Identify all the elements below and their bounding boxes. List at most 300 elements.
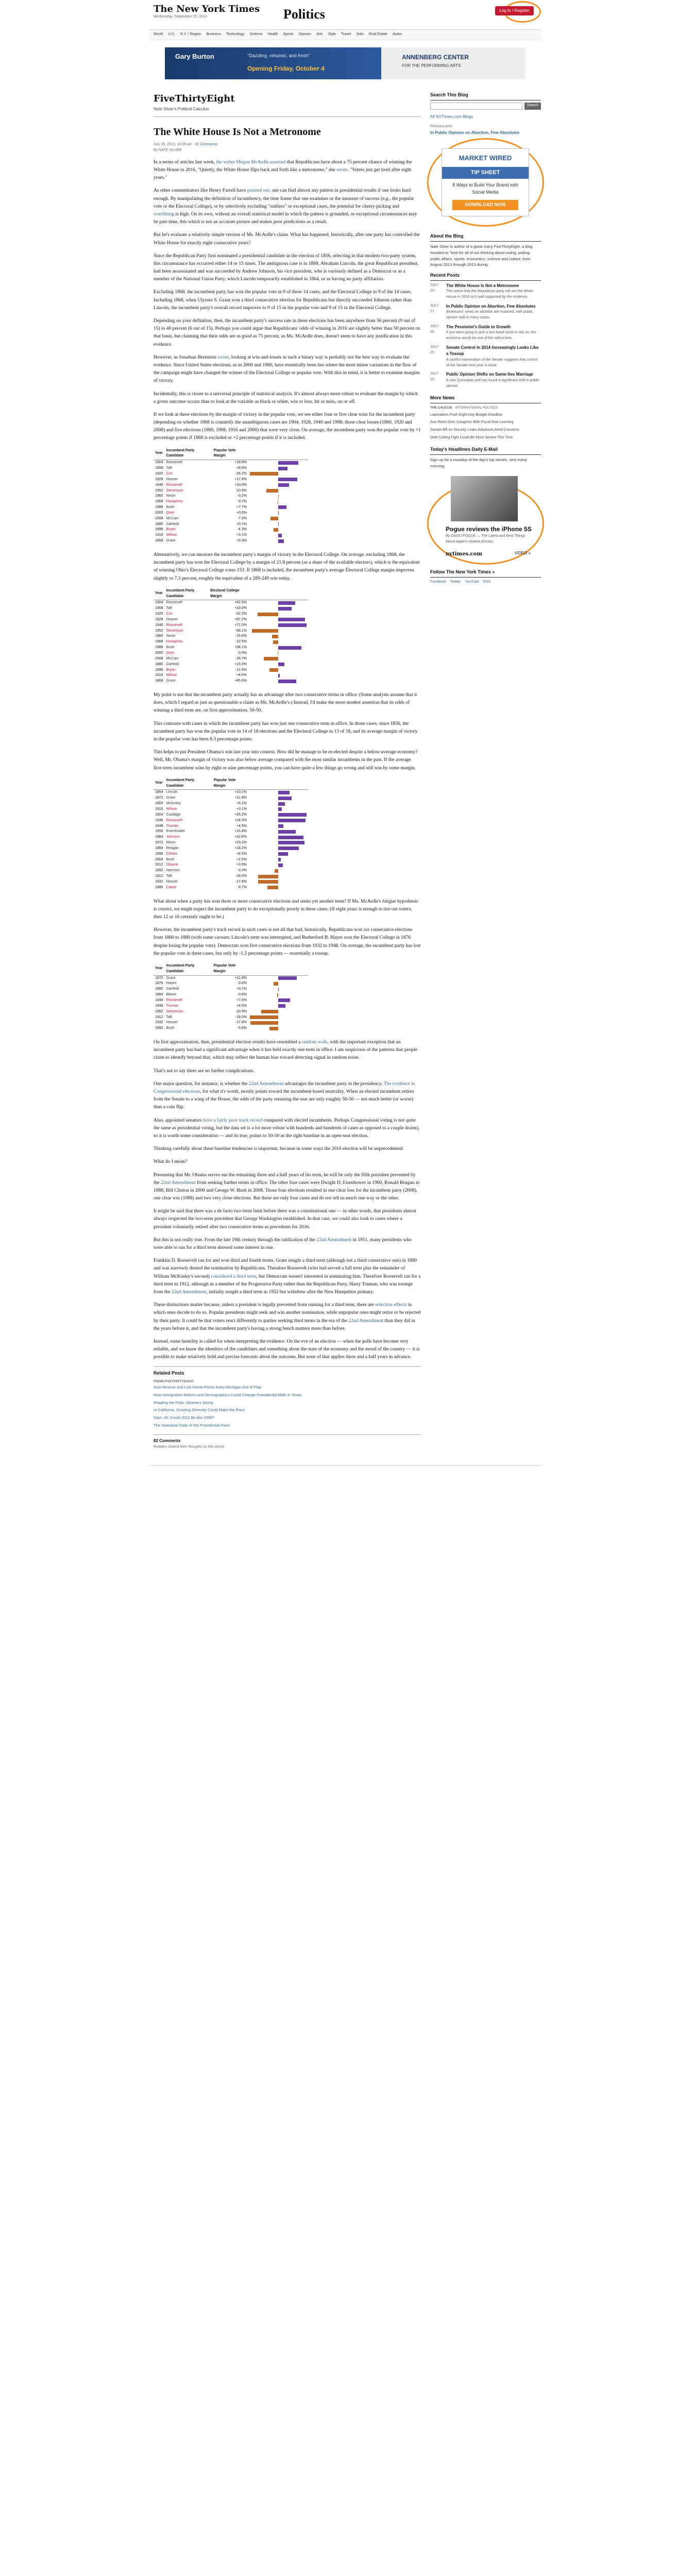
- table-cell-bar: [248, 477, 308, 483]
- table-row: [154, 533, 308, 538]
- table-cell-candidate: Harrison: [166, 869, 180, 873]
- table-header-bar: [248, 777, 308, 790]
- table-header-bar: [248, 588, 308, 600]
- inline-link-appointed[interactable]: have a fairly poor track record: [203, 1117, 263, 1123]
- table-cell-margin: -7.3%: [237, 516, 247, 520]
- table-cell-candidate: Bryan: [166, 668, 176, 672]
- daily-email-sub: Sign up for a roundup of the day's top stories, sent every morning.: [430, 457, 527, 468]
- banner-venue-sub: FOR THE PERFORMING ARTS: [402, 63, 461, 68]
- nav-item[interactable]: Technology: [226, 32, 245, 36]
- inline-link-congress[interactable]: The evidence in Congressional elections: [154, 1081, 415, 1094]
- article-paragraph: Incidentally, this is closer to a universal principle of statistical analysis. It's almost always more robust to evaluate the margin by which a given outcome occurs than to look at the variable as black or white, win or loss, hit or miss, on or off.: [154, 391, 418, 404]
- margin-bar: [278, 674, 280, 677]
- article-paragraph: If we look at these elections by the margin of victory in the popular vote, we see either four or five clear wins for the incumbent party (depending on whether 1868 is counted): the unambiguous cases are 1904, 1928, 1940 and 1988; those clear losses (1860, 1920 and 2008) and five elections (1880, 1908, 1916 and 2000) that were very close. On average, the incumbent party won the popular vote by +1 percentage points if 1868 is excluded or +2 percentage points if it is included.: [154, 412, 421, 441]
- bar-track: [250, 601, 307, 605]
- table-cell-candidate: Clinton: [166, 852, 178, 856]
- margin-bar: [267, 886, 278, 889]
- bar-track: [250, 791, 307, 795]
- bar-track: [250, 1004, 307, 1008]
- table-cell-margin: -66.1%: [235, 629, 247, 633]
- bar-track: [250, 813, 307, 817]
- table-header-cell: Electoral College Margin: [209, 588, 248, 600]
- article-paragraph: However, the incumbent party's track record in such cases is not all that bad, historically. Republicans won six consecutive elections from 1860 to 1880 (with some caveats: Lincoln's term was interrupted, and Rutherford B. Hayes won the Electoral College in 1876 despite losing the popular vote). Democrats won five consecutive elections from 1932 to 1948. On average, the incumbent party has lost the popular vote in these cases, but only by -1.5 percentage points — essentially a tossup.: [154, 927, 421, 956]
- table-cell-candidate: Truman: [166, 824, 179, 828]
- table-row: [154, 606, 308, 612]
- nav-item[interactable]: Health: [267, 32, 278, 36]
- related-link[interactable]: How Immigration Reform and Demographics Could Change Presidential Math in Texas: [154, 1393, 302, 1398]
- table-cell-bar: [248, 1020, 308, 1026]
- recent-post-title[interactable]: The White House Is Not a Metronome: [446, 283, 519, 288]
- table-row: [154, 829, 308, 835]
- table-cell-bar: [248, 835, 308, 840]
- table-row: [154, 656, 308, 662]
- table-cell-bar: [248, 1015, 308, 1021]
- table-cell-candidate: Garfield: [166, 662, 179, 666]
- table-cell-year: 1992: [155, 1026, 163, 1030]
- recent-post-body: [446, 283, 541, 300]
- social-link-facebook[interactable]: Facebook: [430, 580, 446, 584]
- social-link-rss[interactable]: RSS: [483, 580, 491, 584]
- post-date: July 29, 2013, 10:09 am: [154, 143, 192, 147]
- comments-count[interactable]: 82 Comments: [154, 1438, 181, 1444]
- table-cell-candidate: Stevenson: [166, 1009, 183, 1013]
- table-row: [154, 885, 308, 891]
- table-cell-margin: -26.2%: [235, 472, 247, 476]
- recent-post-date: JULY 29: [430, 283, 439, 293]
- bar-track: [250, 993, 307, 997]
- margin-bar: [278, 534, 282, 537]
- nav-item[interactable]: Opinion: [298, 32, 311, 36]
- inline-link-overfitting[interactable]: overfitting: [154, 211, 175, 217]
- inline-link-random_walk[interactable]: random walk: [301, 1040, 328, 1045]
- table-cell-bar: [248, 634, 308, 639]
- bar-track: [250, 802, 307, 806]
- margin-bar: [261, 1010, 278, 1013]
- bar-track: [250, 528, 307, 532]
- news-item[interactable]: Debt Ceiling Fight Could Be More Severe This Time: [430, 436, 513, 440]
- table-cell-candidate: Eisenhower: [166, 829, 185, 834]
- video-link[interactable]: VIDEO »: [514, 551, 531, 556]
- table-cell-bar: [248, 606, 308, 612]
- table-row: [154, 857, 308, 863]
- table-cell-year: 1924: [155, 812, 163, 817]
- video-meta: By DAVID POGUE — The Latest and Best Things About Apple's newest phones.: [446, 534, 526, 544]
- margin-bar: [278, 646, 301, 650]
- table-cell-candidate: Stevenson: [166, 629, 183, 633]
- nav-item[interactable]: World: [154, 32, 163, 36]
- sidebar-ad[interactable]: [430, 141, 541, 224]
- all-blogs-link[interactable]: All NYTimes.com Blogs: [430, 114, 473, 119]
- table-cell-margin: +4.5%: [236, 1004, 247, 1008]
- table-row: [154, 795, 308, 801]
- table-row: [154, 511, 308, 516]
- bar-track: [250, 478, 307, 482]
- margin-bar: [278, 791, 290, 794]
- inline-link-selection[interactable]: selection effects: [375, 1302, 407, 1308]
- table-row: [154, 862, 308, 868]
- related-list: [154, 1379, 421, 1428]
- table-cell-margin: +7.5%: [236, 998, 247, 1002]
- table-cell-candidate: Roosevelt: [166, 818, 182, 822]
- bar-track: [250, 824, 307, 828]
- banner-cta[interactable]: Opening Friday, October 4: [247, 64, 325, 72]
- inline-link-amendment[interactable]: 22nd Amendment: [316, 1237, 352, 1243]
- table-cell-margin: +5.3%: [236, 539, 247, 543]
- inline-link-bernstein[interactable]: wrote: [217, 354, 229, 360]
- table-row: [154, 981, 308, 987]
- recent-post-title[interactable]: The Pessimist's Guide to Growth: [446, 324, 511, 329]
- recent-post-date: JULY 19: [430, 372, 439, 382]
- related-posts: [154, 1366, 421, 1428]
- table-cell-margin: +15.0%: [234, 662, 247, 666]
- ad-download-button[interactable]: DOWNLOAD NOW: [452, 200, 518, 210]
- bar-track: [250, 807, 307, 811]
- news-item[interactable]: Lawmakers Push Eight-Day Budget Deadline: [430, 413, 503, 417]
- article-paragraph: Franklin D. Roosevelt ran for and won third and fourth terms. Grant sought a third term (although not a third consecutive one) in 1880 and was narrowly denied the nomination by Republicans. Theodore Roosevelt (who had served a full term plus the remainder of William McKinley's second) considered a third term, but Democrats weren't interested in nominating him. Therefore Roosevelt ran for a third term in 1912, although as a member of the Progressive Party rather than the Republican Party. Harry Truman, who was exempt from the 22nd Amendment, initially sought a third term in 1952 but withdrew after the New Hampshire primary.: [154, 1258, 421, 1295]
- table-row: [154, 505, 308, 511]
- search-input[interactable]: [430, 103, 522, 110]
- video-brand: nytimes.com: [446, 551, 482, 557]
- table-row: [154, 998, 308, 1004]
- news-item[interactable]: Senate Bill on Security Leaks Advances Amid Concerns: [430, 428, 519, 432]
- table-cell-bar: [248, 494, 308, 499]
- post-title: The White House Is Not a Metronome: [154, 126, 321, 138]
- table-row: [154, 852, 308, 857]
- bar-track: [250, 668, 307, 672]
- table-row: [154, 846, 308, 852]
- table-cell-candidate: Hayes: [166, 981, 177, 986]
- margin-bar: [278, 813, 307, 817]
- margin-bar: [278, 796, 292, 800]
- article-paragraph: Alternatively, we can measure the incumbent party's margin of victory in the Electoral College. On average, excluding 1868, the incumbent party has won the Electoral College by a margin of 21.8 percent (as a share of the available electors), which is the equivalent of winning Ohio's Electoral College votes 153. If 1868 is included, the incumbent party's average Electoral College margin improves slightly to 7.3 percent, roughly the equivalent of a 289-249 win today.: [154, 552, 420, 581]
- nav-item[interactable]: Style: [328, 32, 336, 36]
- social-link-youtube[interactable]: YouTube: [465, 580, 479, 584]
- bar-track: [250, 623, 307, 628]
- article-paragraph: It might be said that there was a de facto two-term limit before there was a constitutional one — in other words, that presidents almost always respected the two-term precedent that George Washington established. In that case, we could also look to cases where a president voluntarily retired after two consecutive terms as precedents for 2016.: [154, 1209, 416, 1230]
- margin-bar: [275, 869, 278, 873]
- recent-post-desc: Americans' views on abortion are nuanced, with public opinion split in many cases.: [446, 310, 533, 320]
- bar-track: [250, 640, 307, 645]
- table-cell-year: 1920: [155, 612, 163, 616]
- table-cell-year: 1960: [155, 634, 163, 638]
- article-paragraph: Instead, some humility is called for when interpreting the evidence. On the eve of an election — when the polls have become very reliable, and we know the identities of the candidates and something about the state of the economy and the mood of the country — it is possible to make relatively bold and precise forecasts about the outcome. But none of that applies three and a half years in advance.: [154, 1338, 420, 1360]
- bar-track: [250, 505, 307, 510]
- social-link-twitter[interactable]: Twitter: [450, 580, 461, 584]
- table-cell-year: 1984: [155, 846, 163, 850]
- post-byline[interactable]: By NATE SILVER: [154, 148, 182, 152]
- table-row: [154, 668, 308, 673]
- table-cell-candidate: Stevenson: [166, 488, 183, 493]
- inline-link-mcardle[interactable]: the writer Megan McArdle asserted: [216, 159, 286, 165]
- bar-track: [250, 618, 307, 622]
- table-cell-bar: [248, 885, 308, 891]
- recent-post-item[interactable]: [430, 324, 541, 342]
- table-cell-candidate: Taft: [166, 466, 172, 470]
- nav-item[interactable]: Sports: [283, 32, 294, 36]
- table-cell-margin: +3.1%: [236, 533, 247, 537]
- news-item[interactable]: Sun Rises Over Congress With Fiscal Risk Looming: [430, 420, 514, 425]
- table-header-cell: Incumbent Party Candidate: [165, 963, 212, 975]
- table-cell-year: 1892: [155, 869, 163, 873]
- inline-link-farrell[interactable]: pointed out: [247, 188, 269, 194]
- table-row: [154, 483, 308, 488]
- bar-track: [250, 483, 307, 487]
- inline-link-amendment[interactable]: 22nd Amendment: [248, 1081, 284, 1087]
- table-cell-bar: [248, 807, 308, 812]
- table-cell-year: 1872: [155, 976, 163, 980]
- table-cell-year: 1900: [155, 802, 163, 806]
- table-cell-year: 1920: [155, 472, 163, 476]
- margin-bar: [278, 461, 298, 465]
- follow-heading[interactable]: Follow The New York Times »: [430, 569, 541, 578]
- related-label: FROM FIVETHIRTYEIGHT: [154, 1380, 194, 1384]
- nav-item[interactable]: Jobs: [356, 32, 364, 36]
- table-cell-margin: +0.5%: [236, 511, 247, 515]
- post-comments-link[interactable]: 82 Comments: [195, 143, 218, 147]
- bar-track: [250, 836, 307, 840]
- login-button[interactable]: Log In / Register: [495, 6, 534, 15]
- margin-bar: [278, 830, 296, 834]
- table-row: [154, 1020, 308, 1026]
- bar-track: [250, 646, 307, 650]
- bar-track: [250, 841, 307, 845]
- table-cell-candidate: McCain: [166, 656, 179, 660]
- table-cell-candidate: Reagan: [166, 846, 179, 850]
- article-paragraph: Depending on your definition, then, the incumbent party's success rate in these elections has been anywhere from 56 percent (9 out of 15) to 40 percent (6 out of 15). Perhaps you could argue that Republicans' odds of winning in 2016 are slightly better than 50 percent on that basis, but claiming that their odds are as good as 75 percent, as Ms. McArdle does, doesn't seem to have any justification in this evidence.: [154, 318, 420, 347]
- article-paragraph: One major question, for instance, is whether the 22nd Amendment advantages the incumbent party in the presidency. The evidence in Congressional elections, for what it's worth, mostly points toward the incumbent-based neutrality. When an elected incumbent retires from the Senate to a wing of the House, the odds of the party retaining the seat are only roughly 50-50 — not much better (or worse) than a coin flip.: [154, 1081, 415, 1110]
- table-cell-bar: [248, 639, 308, 645]
- related-link[interactable]: Sept. 26: Could 2012 Be like 2008?: [154, 1415, 215, 1420]
- table-header-row: [154, 963, 308, 975]
- margin-bar: [278, 478, 297, 481]
- table-cell-margin: -52.2%: [235, 612, 247, 616]
- table-cell-candidate: McCain: [166, 516, 179, 520]
- table-cell-year: 1868: [155, 539, 163, 543]
- recent-post-title[interactable]: Public Opinion Shifts on Same-Sex Marriage: [446, 372, 533, 377]
- bar-track: [250, 863, 307, 868]
- news-tab[interactable]: THE CAUCUS: [430, 405, 452, 410]
- related-link[interactable]: Reading the Polls: Obama's Slump: [154, 1400, 214, 1405]
- recent-post-desc: A careful examination of the Senate suggests that control of the Senate next year is close.: [446, 358, 538, 367]
- banner-name: Gary Burton: [175, 52, 214, 60]
- table-row: [154, 645, 308, 651]
- recent-post-body: [446, 303, 541, 321]
- recent-post-item[interactable]: [430, 283, 541, 300]
- related-link[interactable]: Auto Rescue and Low Home Prices Keep Michigan Out of Play: [154, 1385, 262, 1390]
- nav-item[interactable]: N.Y. / Region: [180, 32, 201, 36]
- related-heading: Related Posts: [154, 1370, 184, 1376]
- margin-bar: [278, 858, 281, 861]
- table-cell-candidate: McKinley: [166, 802, 181, 806]
- bar-track: [250, 467, 307, 471]
- table-cell-candidate: Roosevelt: [166, 461, 182, 465]
- table-row: [154, 623, 308, 629]
- article-body-3: [154, 691, 421, 772]
- recent-post-item[interactable]: [430, 345, 541, 368]
- banner-quote: "Dazzling, virtuosic, and fresh": [247, 53, 310, 58]
- recent-post-body: [446, 345, 541, 368]
- banner-ad[interactable]: [165, 47, 526, 79]
- table-two-term-popular: [154, 448, 308, 544]
- table-cell-year: 1940: [155, 483, 163, 487]
- table-cell-margin: -5.6%: [237, 1026, 247, 1030]
- table-cell-year: 1916: [155, 807, 163, 811]
- table-row: [154, 471, 308, 477]
- bar-track: [250, 511, 307, 515]
- nav-item[interactable]: U.S.: [168, 32, 175, 36]
- margin-bar: [258, 613, 278, 616]
- inline-link-amendment[interactable]: 22nd Amendment: [348, 1318, 384, 1324]
- recent-post-item[interactable]: [430, 371, 541, 389]
- table-cell-year: 1904: [155, 461, 163, 465]
- ad-desc: 8 Ways to Build Your Brand with Social Media: [452, 182, 518, 195]
- nav-item[interactable]: Travel: [341, 32, 351, 36]
- news-tab[interactable]: INTERNATIONAL POLITICS: [455, 405, 498, 410]
- table-row: [154, 790, 308, 795]
- ad-tip: TIP SHEET: [442, 167, 529, 179]
- recent-post-date: JULY 25: [430, 345, 439, 354]
- table-cell-candidate: Hoover: [166, 617, 178, 621]
- table-cell-margin: +24.3%: [234, 818, 247, 822]
- video-title[interactable]: Pogue reviews the iPhone 5S: [446, 526, 532, 533]
- margin-bar: [274, 982, 278, 986]
- table-cell-bar: [248, 662, 308, 668]
- table-row: [154, 840, 308, 846]
- table-cell-candidate: Wilson: [166, 673, 177, 677]
- table-cell-year: 1956: [155, 829, 163, 834]
- table-cell-year: 2008: [155, 656, 163, 660]
- table-cell-candidate: Bryan: [166, 528, 176, 532]
- table-cell-candidate: Bush: [166, 505, 175, 510]
- inline-link-bernstein[interactable]: wrote: [336, 167, 348, 173]
- news-tabs: [430, 405, 541, 411]
- article-paragraph: Presuming that Mr. Obama serves out the remaining three and a half years of his term, he will be only the fifth president prevented by the 22nd Amendment from seeking further terms in office. The other four cases were Dwight D. Eisenhower in 1960, Ronald Reagan in 1988, Bill Clinton in 2000 and George W. Bush in 2008. Those four elections resulted in one clear loss for the incumbent party (2008), one clear win (1988) and two very close elections. But these are only four cases and do not tell us much one way or the other.: [154, 1172, 420, 1201]
- nyt-logo[interactable]: The New York Times: [154, 4, 260, 14]
- table-cell-bar: [248, 538, 308, 544]
- social-links: [430, 580, 541, 585]
- video-thumbnail[interactable]: [451, 476, 518, 521]
- table-cell-bar: [248, 846, 308, 852]
- table-row: [154, 516, 308, 522]
- table-cell-margin: +25.2%: [234, 812, 247, 817]
- bar-track: [250, 635, 307, 639]
- daily-email-heading[interactable]: Today's Headlines Daily E-Mail: [430, 446, 541, 455]
- table-cell-bar: [248, 975, 308, 981]
- table-cell-margin: -0.9%: [237, 651, 247, 655]
- inline-link-third_term[interactable]: considered a third term: [211, 1274, 257, 1279]
- table-cell-bar: [248, 679, 308, 684]
- table-row: [154, 835, 308, 840]
- nav-item[interactable]: Business: [206, 32, 221, 36]
- nav-item[interactable]: Arts: [316, 32, 323, 36]
- recent-post-title[interactable]: Senate Control in 2014 Increasingly Looks Like a Tossup: [446, 345, 539, 357]
- bar-track: [250, 819, 307, 823]
- margin-bar: [278, 623, 307, 627]
- table-header-cell: Year: [154, 588, 165, 600]
- table-cell-bar: [248, 471, 308, 477]
- margin-bar: [252, 629, 278, 633]
- margin-bar: [278, 807, 282, 811]
- table-cell-bar: [248, 818, 308, 824]
- recent-post-desc: A new Quinnipiac poll has found a significant shift in public opinion.: [446, 378, 539, 388]
- blog-logo[interactable]: FiveThirtyEight: [154, 93, 235, 104]
- table-cell-year: 1980: [155, 885, 163, 889]
- bar-track: [250, 1015, 307, 1020]
- table-cell-year: 1968: [155, 640, 163, 644]
- table-cell-bar: [248, 874, 308, 879]
- sidebar: [430, 92, 541, 1450]
- table-cell-margin: -12.5%: [235, 640, 247, 644]
- related-link[interactable]: In California, Growing Diversity Could Make the Race: [154, 1408, 245, 1413]
- table-cell-year: 1952: [155, 1009, 163, 1013]
- previous-post-link[interactable]: In Public Opinion on Abortion, Few Absolutes: [430, 130, 520, 135]
- table-cell-year: 1876: [155, 981, 163, 986]
- nav-item[interactable]: Real Estate: [368, 32, 388, 36]
- table-row: [154, 818, 308, 824]
- bar-track: [250, 629, 307, 633]
- table-row: [154, 1026, 308, 1031]
- table-header-cell: Popular Vote Margin: [212, 448, 248, 460]
- bar-track: [250, 796, 307, 801]
- table-row: [154, 1015, 308, 1021]
- table-cell-margin: +58.1%: [234, 646, 247, 650]
- table-header-cell: Incumbent Party Candidate: [165, 777, 212, 790]
- table-cell-year: 1948: [155, 824, 163, 828]
- article-paragraph: Thinking carefully about these baseline tendencies is important, because in some ways the 2016 election will be unprecedented.: [154, 1146, 404, 1152]
- recent-post-date: JULY 27: [430, 303, 439, 313]
- table-row: [154, 522, 308, 528]
- table-cell-margin: +18.2%: [234, 846, 247, 850]
- margin-bar: [258, 880, 278, 884]
- table-cell-year: 2000: [155, 511, 163, 515]
- table-row: [154, 807, 308, 812]
- inline-link-amendment[interactable]: 22nd Amendment: [171, 1289, 207, 1295]
- bar-track: [250, 852, 307, 856]
- bar-track: [250, 472, 307, 476]
- inline-link-amendment[interactable]: 22nd Amendment: [160, 1180, 196, 1185]
- comments-section: [154, 1434, 421, 1450]
- video-promo[interactable]: [430, 473, 541, 564]
- article-paragraph: That's not to say there are no further complications.: [154, 1068, 255, 1074]
- table-cell-year: 1868: [155, 679, 163, 683]
- related-link[interactable]: The Statistical State of the Presidential Race: [154, 1422, 230, 1428]
- bar-track: [250, 495, 307, 499]
- table-cell-candidate: Hoover: [166, 477, 178, 481]
- table-cell-year: 1912: [155, 874, 163, 878]
- recent-post-title[interactable]: In Public Opinion on Abortion, Few Absolutes: [446, 303, 536, 309]
- margin-bar: [278, 511, 279, 515]
- table-row: [154, 617, 308, 623]
- table-row: [154, 868, 308, 874]
- bar-track: [250, 976, 307, 980]
- margin-bar: [250, 472, 278, 476]
- section-title[interactable]: Politics: [283, 7, 325, 22]
- article-paragraph: On first approximation, then, presidential election results have resembled a random walk, with the important exception that an incumbent party has had a significant advantage when it has held exactly one term in office. I am suspicious of the patterns that people claim to identify beyond that, which may reflect the human bias toward detecting signal in random noise.: [154, 1040, 418, 1061]
- table-row: [154, 629, 308, 634]
- content-columns: [149, 92, 541, 1450]
- table-cell-margin: +8.5%: [236, 852, 247, 856]
- search-button[interactable]: Search: [524, 103, 541, 110]
- table-header-cell: Year: [154, 448, 165, 460]
- nav-item[interactable]: Autos: [393, 32, 402, 36]
- nav-item[interactable]: Science: [249, 32, 263, 36]
- table-row: [154, 488, 308, 494]
- table-cell-candidate: Taft: [166, 1015, 172, 1019]
- table-cell-candidate: Blaine: [166, 993, 177, 997]
- margin-bar: [278, 819, 306, 822]
- recent-post-item[interactable]: [430, 303, 541, 321]
- table-cell-candidate: Johnson: [166, 835, 180, 839]
